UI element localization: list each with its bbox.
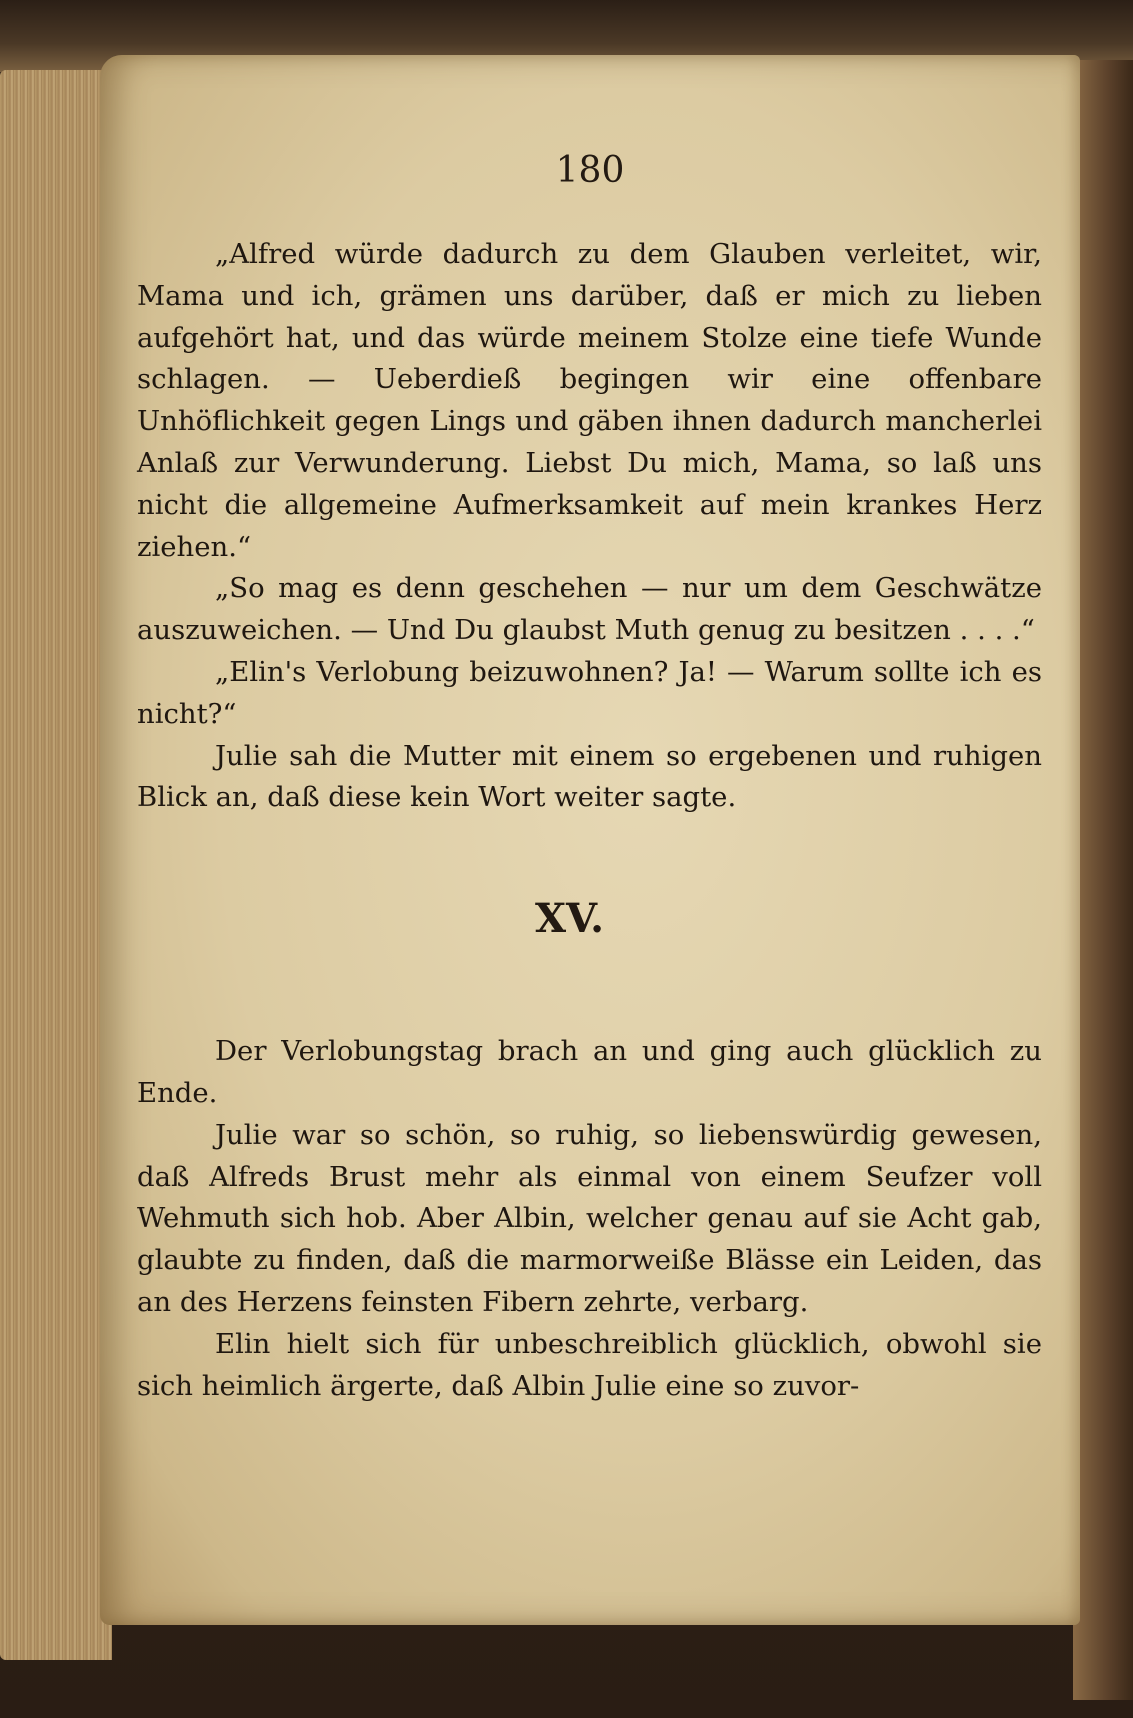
book-page-edges	[0, 70, 112, 1660]
paragraph-2: „So mag es denn geschehen — nur um dem Geschwätze auszuweichen. — Und Du glaubst Muth genug zu besitzen . . . .“	[137, 572, 1042, 647]
paragraph-4: Julie sah die Mutter mit einem so ergebenen und ruhigen Blick an, daß diese kein Wort weiter sagte.	[137, 739, 1042, 814]
book-back-cover	[1073, 60, 1133, 1700]
paragraph-1: „Alfred würde dadurch zu dem Glauben verleitet, wir, Mama und ich, grämen uns darüber, daß er mich zu lieben aufgehört hat, und das würde meinem Stolze eine tiefe Wunde schlagen. — Ueberdieß begingen wir eine offenbare Unhöflichkeit gegen Lings und gäben ihnen dadurch mancherlei Anlaß zur Verwunderung. Liebst Du mich, Mama, so laß uns nicht die allgemeine Aufmerksamkeit auf mein krankes Herz ziehen.“	[137, 238, 1042, 563]
paragraph-6: Julie war so schön, so ruhig, so liebenswürdig gewesen, daß Alfreds Brust mehr als einmal von einem Seufzer voll Wehmuth sich hob. Aber Albin, welcher genau auf sie Acht gab, glaubte zu finden, daß die marmorweiße Blässe ein Leiden, das an des Herzens feinsten Fibern zehrte, verbarg.	[137, 1118, 1042, 1318]
chapter-heading: XV.	[534, 895, 604, 943]
paragraph-7: Elin hielt sich für unbeschreiblich glücklich, obwohl sie sich heimlich ärgerte, daß Albin Julie eine so zuvor-	[137, 1327, 1042, 1402]
chapter-spacer	[137, 1019, 1042, 1031]
page-number: 180	[555, 150, 625, 191]
body-text	[137, 234, 1042, 1534]
paragraph-3: „Elin's Verlobung beizuwohnen? Ja! — Warum sollte ich es nicht?“	[137, 655, 1042, 730]
paragraph-5: Der Verlobungstag brach an und ging auch glücklich zu Ende.	[137, 1035, 1042, 1109]
